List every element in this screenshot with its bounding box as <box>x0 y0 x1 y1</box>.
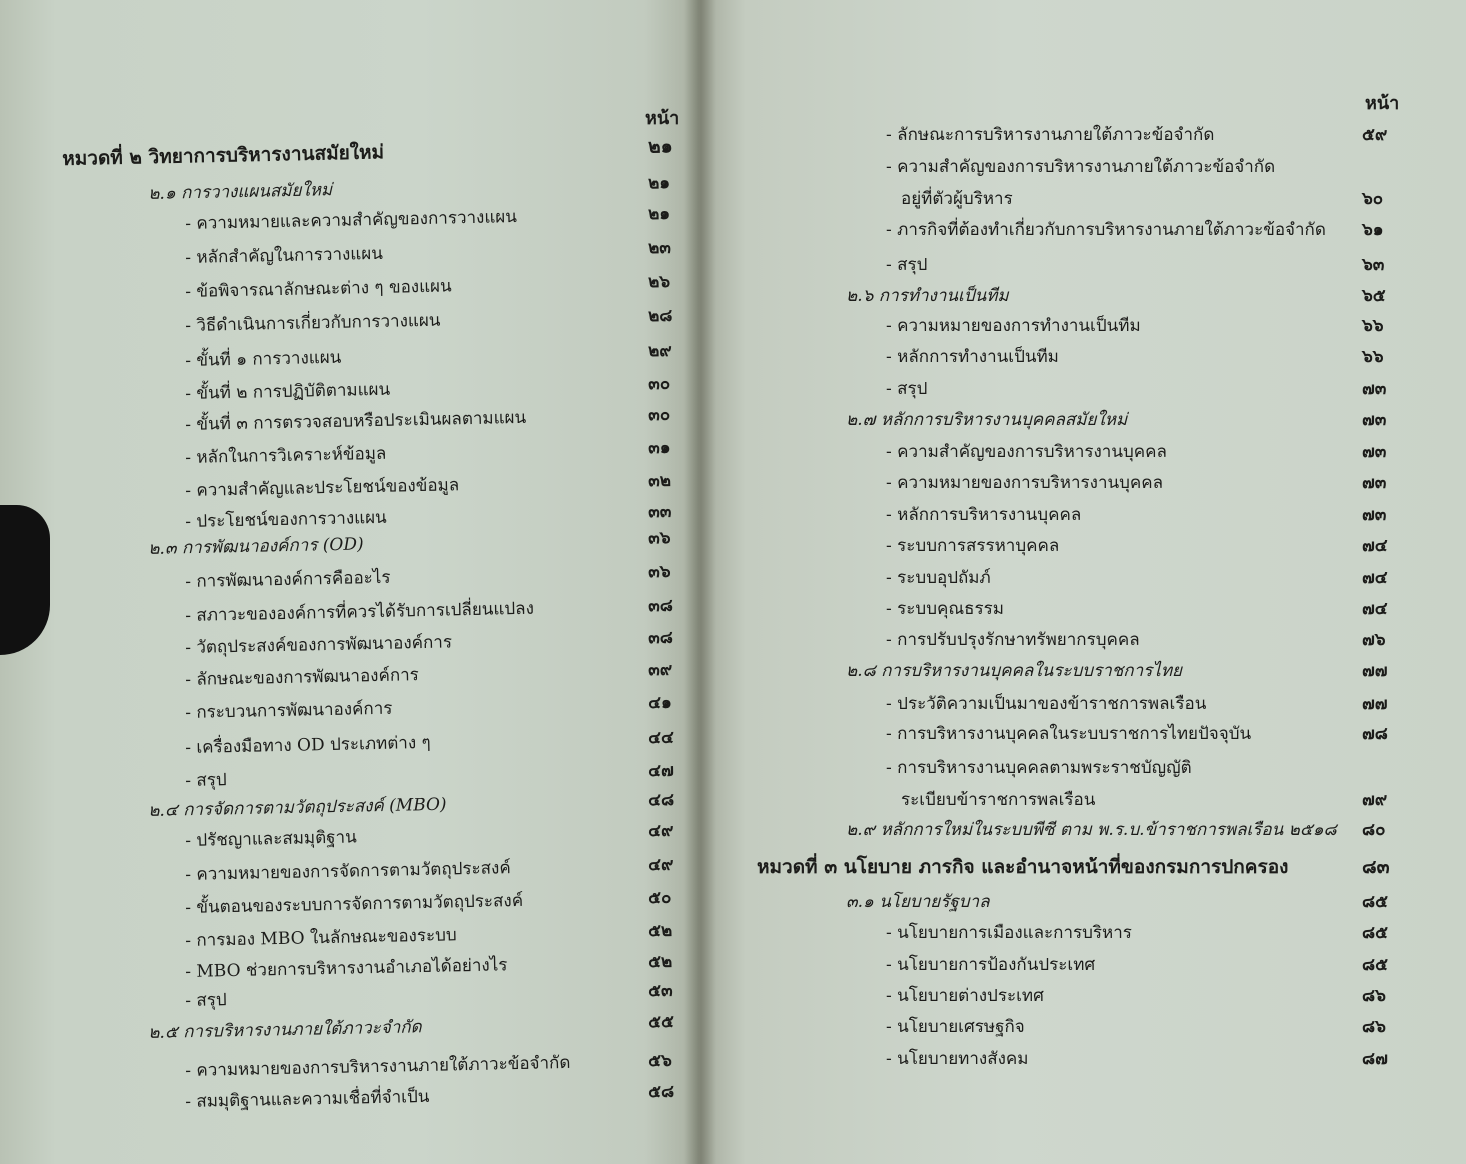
toc-entry-label: - นโยบายการเมืองและการบริหาร <box>886 923 1132 943</box>
toc-entry-label: - ปรัชญาและสมมุติฐาน <box>185 827 357 851</box>
toc-page-number: ๗๘ <box>1362 724 1388 744</box>
toc-entry-label: - ขั้นที่ ๓ การตรวจสอบหรือประเมินผลตามแผน <box>185 407 527 435</box>
toc-entry <box>185 950 688 982</box>
toc-entry-label: - วัตถุประสงค์ของการพัฒนาองค์การ <box>185 632 453 658</box>
toc-entry <box>185 919 688 951</box>
toc-entry-label: - นโยบายต่างประเทศ <box>886 986 1044 1006</box>
toc-page-number: ๗๗ <box>1362 661 1388 681</box>
toc-entry-label: - สรุป <box>185 990 227 1011</box>
toc-page-number: ๖๑ <box>1362 220 1384 240</box>
toc-page-number: ๔๑ <box>647 692 673 714</box>
page-column-header: หน้า <box>1365 93 1400 114</box>
toc-entry-label: - หลักการทำงานเป็นทีม <box>886 347 1059 367</box>
toc-page-number: ๗๓ <box>1362 505 1387 525</box>
toc-entry <box>185 1049 688 1081</box>
toc-entry-label: - การปรับปรุงรักษาทรัพยากรบุคคล <box>886 630 1140 650</box>
toc-page-number: ๕๐ <box>647 887 672 909</box>
toc-entry <box>185 469 688 501</box>
toc-entry-label: หมวดที่ ๒ วิทยาการบริหารงานสมัยใหม่ <box>62 141 385 170</box>
toc-page-number: ๕๙ <box>1362 125 1388 145</box>
toc-chapter <box>62 135 688 170</box>
toc-page-number: ๗๓ <box>1362 442 1387 462</box>
toc-page-number: ๘๐ <box>1362 820 1386 840</box>
toc-entry-label: - ขั้นตอนของระบบการจัดการตามวัตถุประสงค์ <box>185 890 524 918</box>
toc-entry <box>185 759 688 791</box>
toc-entry-label: - ลักษณะการบริหารงานภายใต้ภาวะข้อจำกัด <box>886 125 1215 145</box>
toc-page-number: ๗๔ <box>1362 599 1388 619</box>
toc-page-number: ๘๕ <box>1362 955 1388 975</box>
toc-entry-label: - ระบบคุณธรรม <box>886 599 1004 619</box>
toc-entry-label: ๒.๗ หลักการบริหารงานบุคคลสมัยใหม่ <box>846 410 1128 430</box>
toc-entry-label: - ภารกิจที่ต้องทำเกี่ยวกับการบริหารงานภายใต้ภาวะข้อจำกัด <box>886 220 1326 240</box>
toc-entry-label: - นโยบายเศรษฐกิจ <box>886 1017 1025 1037</box>
toc-entry <box>185 372 688 404</box>
toc-entry-label: - ความหมายของการบริหารงานบุคคล <box>886 473 1164 493</box>
toc-page-number: ๕๓ <box>647 980 673 1002</box>
toc-page-number: ๗๙ <box>1362 790 1388 810</box>
toc-entry <box>185 726 688 758</box>
toc-page-number: ๗๔ <box>1362 536 1388 556</box>
toc-entry-label: - ลักษณะของการพัฒนาองค์การ <box>185 665 420 690</box>
page-column-header: หน้า <box>645 108 680 129</box>
toc-page-number: ๒๘ <box>647 305 673 327</box>
toc-entry-label: อยู่ที่ตัวผู้บริหาร <box>901 189 1013 209</box>
toc-entry-label: - ประโยชน์ของการวางแผน <box>185 507 387 532</box>
toc-page-number: ๒๑ <box>647 203 671 225</box>
toc-page-number: ๖๖ <box>1362 347 1384 367</box>
right-page <box>700 0 1466 1164</box>
toc-page-number: ๓๖ <box>647 528 671 549</box>
toc-entry-label: - การบริหารงานบุคคลตามพระราชบัญญัติ <box>886 758 1192 778</box>
toc-entry-label: - การมอง MBO ในลักษณะของระบบ <box>185 925 457 951</box>
toc-page-number: ๒๑ <box>647 173 671 194</box>
toc-page-number: ๒๓ <box>647 237 672 259</box>
toc-entry-label: ๒.๖ การทำงานเป็นทีม <box>846 286 1009 306</box>
left-page <box>0 0 700 1164</box>
toc-page-number: ๗๔ <box>1362 568 1388 588</box>
toc-entry <box>185 853 688 885</box>
toc-page-number: ๔๘ <box>647 789 675 811</box>
toc-page-number: ๒๖ <box>647 271 671 293</box>
toc-entry-label: - กระบวนการพัฒนาองค์การ <box>185 698 393 723</box>
toc-entry-label: - ความสำคัญของการบริหารงานบุคคล <box>886 442 1167 462</box>
toc-entry-label: - ขั้นที่ ๑ การวางแผน <box>185 347 342 371</box>
toc-entry-label: - ข้อพิจารณาลักษณะต่าง ๆ ของแผน <box>185 276 452 302</box>
toc-page-number: ๔๔ <box>647 727 675 749</box>
toc-page-number: ๓๖ <box>647 561 671 583</box>
toc-entry-label: - MBO ช่วยการบริหารงานอำเภอได้อย่างไร <box>185 955 508 982</box>
toc-page-number: ๖๓ <box>1362 255 1385 275</box>
toc-page-number: ๓๘ <box>647 627 674 649</box>
toc-page-number: ๗๖ <box>1362 630 1386 650</box>
toc-entry-label: - สภาวะขององค์การที่ควรได้รับการเปลี่ยนแปลง <box>185 598 535 626</box>
toc-entry-label: ๒.๙ หลักการใหม่ในระบบพีซี ตาม พ.ร.บ.ข้าราชการพลเรือน ๒๕๑๘ <box>846 820 1337 840</box>
toc-entry-label: - การพัฒนาองค์การคืออะไร <box>185 567 391 592</box>
toc-page-number: ๗๓ <box>1362 410 1387 430</box>
toc-entry <box>185 626 688 658</box>
toc-entry <box>185 403 688 435</box>
toc-page-number: ๗๓ <box>1362 379 1387 399</box>
toc-page-number: ๔๙ <box>647 820 674 842</box>
toc-entry-label: - สรุป <box>886 379 928 399</box>
toc-entry-label: - ขั้นที่ ๒ การปฏิบัติตามแผน <box>185 379 391 404</box>
toc-page-number: ๘๖ <box>1362 1017 1386 1037</box>
toc-entry <box>185 202 688 234</box>
toc-page-number: ๓๑ <box>647 437 671 459</box>
toc-page-number: ๘๓ <box>1362 856 1390 878</box>
toc-entry-label: ๒.๘ การบริหารงานบุคคลในระบบราชการไทย <box>846 661 1182 681</box>
toc-page-number: ๖๐ <box>1362 189 1384 209</box>
toc-entry-label: - หลักในการวิเคราะห์ข้อมูล <box>185 443 387 468</box>
toc-page-number: ๓๘ <box>647 595 674 617</box>
toc-page-number: ๕๒ <box>647 920 673 942</box>
toc-entry <box>185 304 688 336</box>
toc-entry-label: - สรุป <box>886 255 928 275</box>
toc-page-number: ๔๙ <box>647 854 674 876</box>
toc-entry <box>185 500 688 532</box>
toc-entry <box>185 270 688 302</box>
toc-entry-label: - สมมุติฐานและความเชื่อที่จำเป็น <box>185 1086 430 1112</box>
toc-page-number: ๓๐ <box>647 373 671 395</box>
toc-entry <box>185 436 688 468</box>
toc-entry-label: - ระบบอุปถัมภ์ <box>886 568 991 588</box>
toc-entry <box>185 691 688 723</box>
toc-page-number: ๓๓ <box>647 501 672 523</box>
toc-entry-label: - หลักการบริหารงานบุคคล <box>886 505 1082 525</box>
toc-entry-label: - นโยบายการป้องกันประเทศ <box>886 955 1096 975</box>
toc-section <box>148 789 688 821</box>
toc-entry-label: - การบริหารงานบุคคลในระบบราชการไทยปัจจุบัน <box>886 724 1252 744</box>
toc-page-number: ๕๖ <box>647 1050 673 1072</box>
toc-entry-label: ๒.๑ การวางแผนสมัยใหม่ <box>148 180 333 204</box>
toc-section <box>148 172 688 204</box>
toc-entry <box>185 886 688 918</box>
toc-page-number: ๗๗ <box>1362 694 1388 714</box>
toc-entry-label: - ความหมายของการทำงานเป็นทีม <box>886 316 1141 336</box>
toc-entry-label: - ความหมายและความสำคัญของการวางแผน <box>185 207 518 234</box>
toc-page-number: ๕๘ <box>647 1081 675 1103</box>
toc-entry <box>185 339 688 371</box>
toc-page-number: ๓๐ <box>647 404 671 426</box>
toc-section <box>148 1011 688 1043</box>
toc-entry-label: ๓.๑ นโยบายรัฐบาล <box>846 892 990 912</box>
toc-entry-label: - ประวัติความเป็นมาของข้าราชการพลเรือน <box>886 694 1207 714</box>
toc-entry-label: - ความหมายของการจัดการตามวัตถุประสงค์ <box>185 858 511 885</box>
toc-entry-label: - นโยบายทางสังคม <box>886 1049 1029 1069</box>
toc-entry-label: - ระบบการสรรหาบุคคล <box>886 536 1060 556</box>
toc-entry <box>185 560 688 592</box>
toc-page-number: ๓๒ <box>647 470 672 492</box>
toc-entry-label: - เครื่องมือทาง OD ประเภทต่าง ๆ <box>185 732 431 758</box>
toc-page-number: ๕๒ <box>647 951 673 973</box>
toc-entry-label: - ความสำคัญและประโยชน์ของข้อมูล <box>185 475 460 501</box>
toc-page-number: ๘๗ <box>1362 1049 1388 1069</box>
toc-entry-label: - หลักสำคัญในการวางแผน <box>185 243 384 268</box>
toc-page-number: ๒๑ <box>647 135 673 158</box>
toc-page-number: ๒๙ <box>647 340 673 362</box>
toc-entry-label: หมวดที่ ๓ นโยบาย ภารกิจ และอำนาจหน้าที่ของกรมการปกครอง <box>757 856 1289 878</box>
toc-entry-label: - ความสำคัญของการบริหารงานภายใต้ภาวะข้อจำกัด <box>886 157 1276 177</box>
toc-entry <box>185 594 688 626</box>
toc-entry-label: ๒.๕ การบริหารงานภายใต้ภาวะจำกัด <box>148 1017 422 1043</box>
book-gutter <box>684 0 716 1164</box>
toc-entry-label: ระเบียบข้าราชการพลเรือน <box>901 790 1096 810</box>
toc-page-number: ๖๕ <box>1362 286 1386 306</box>
toc-entry <box>185 236 688 268</box>
toc-page-number: ๗๓ <box>1362 473 1387 493</box>
toc-page-number: ๘๕ <box>1362 892 1388 912</box>
toc-page-number: ๘๖ <box>1362 986 1386 1006</box>
toc-entry-label: - ความหมายของการบริหารงานภายใต้ภาวะข้อจำกัด <box>185 1052 571 1081</box>
toc-entry <box>185 658 688 690</box>
toc-page-number: ๓๙ <box>647 659 673 681</box>
toc-entry <box>185 1080 688 1112</box>
toc-entry-label: - วิธีดำเนินการเกี่ยวกับการวางแผน <box>185 310 441 336</box>
toc-page-number: ๔๗ <box>647 760 674 782</box>
toc-page-number: ๖๖ <box>1362 316 1384 336</box>
toc-entry-label: ๒.๓ การพัฒนาองค์การ (OD) <box>148 534 364 559</box>
toc-entry-label: ๒.๔ การจัดการตามวัตถุประสงค์ (MBO) <box>148 794 447 821</box>
toc-page-number: ๘๕ <box>1362 923 1388 943</box>
toc-page-number: ๕๕ <box>647 1011 675 1033</box>
toc-entry <box>185 819 688 851</box>
toc-entry-label: - สรุป <box>185 770 227 791</box>
